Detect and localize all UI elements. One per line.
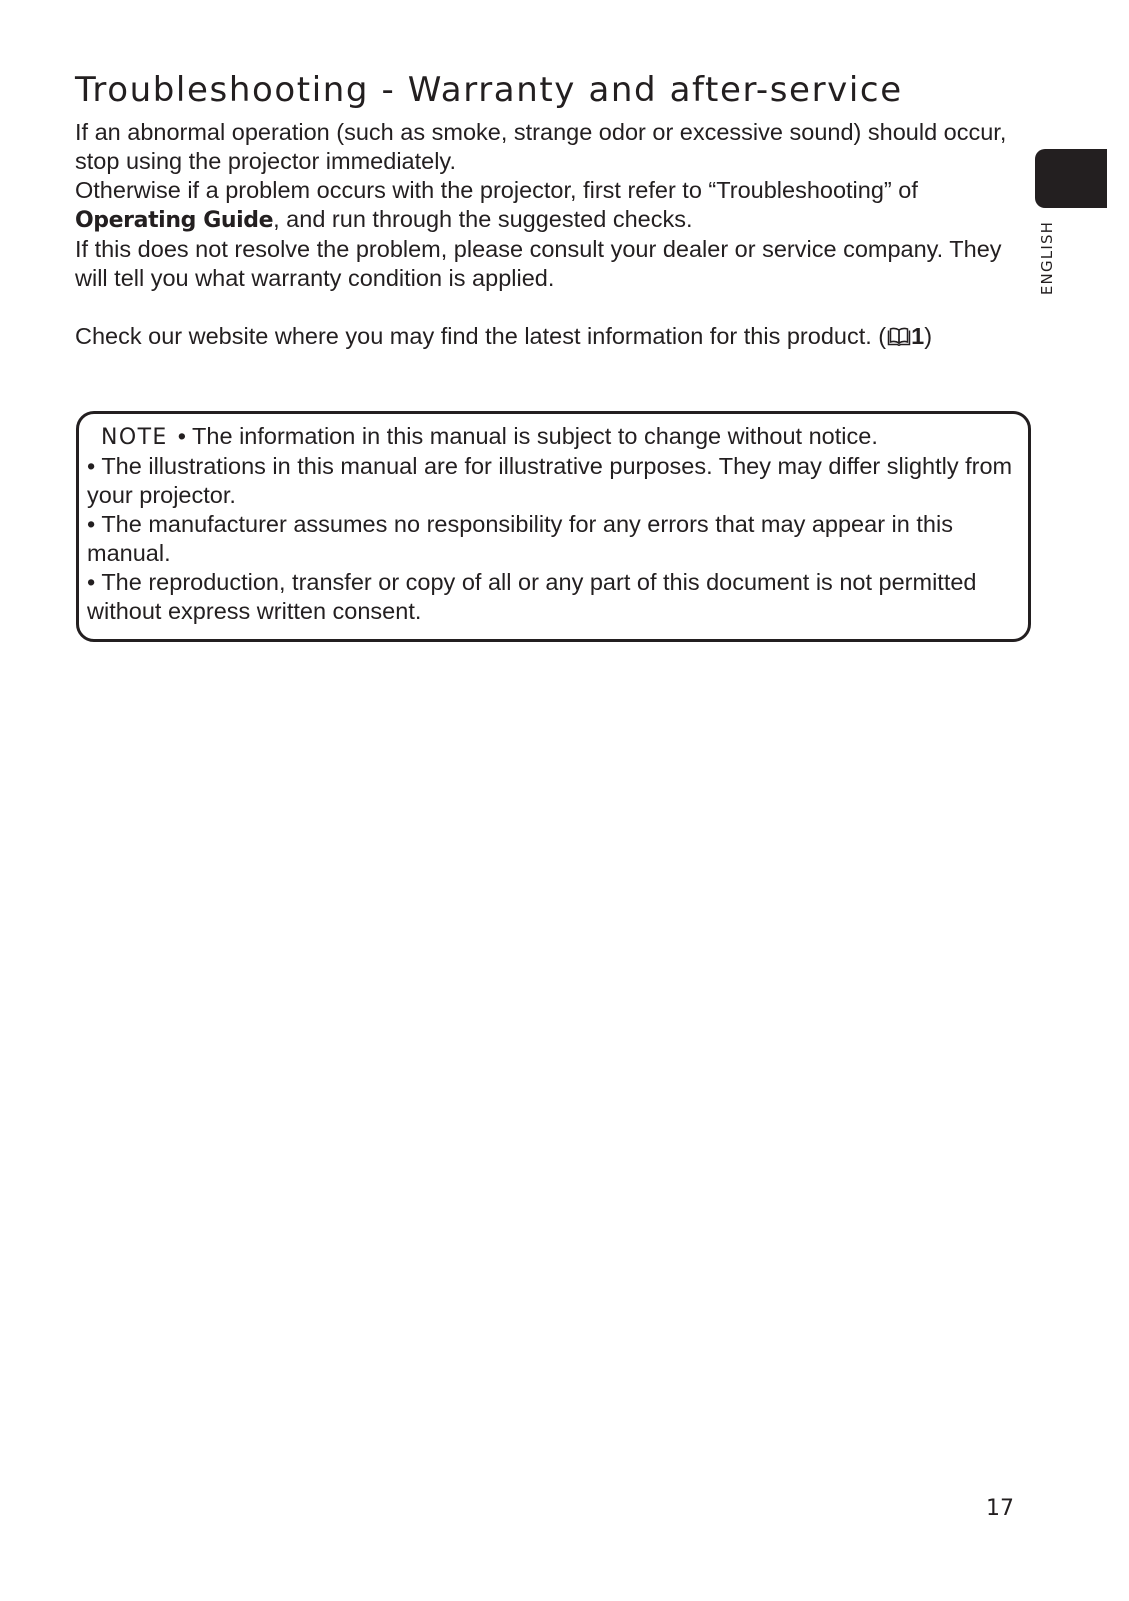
intro-section [75, 118, 1035, 351]
note-item: • The reproduction, transfer or copy of all or any part of this document is not permitted without express written consent. [87, 569, 977, 624]
note-item [87, 422, 1017, 452]
website-reference-number: 1 [911, 323, 925, 349]
intro-refer-text: Otherwise if a problem occurs with the projector, first refer to “Troubleshooting” of [75, 177, 918, 203]
intro-paragraph-consult-dealer: If this does not resolve the problem, please consult your dealer or service company. They will tell you what warranty condition is applied. [75, 236, 1002, 291]
page-title: Troubleshooting - Warranty and after-service [75, 70, 903, 110]
note-item-text: • The information in this manual is subject to change without notice. [177, 423, 878, 449]
language-tab-marker [1035, 149, 1107, 208]
intro-refer-text-end: , and run through the suggested checks. [273, 206, 693, 232]
note-box [76, 411, 1031, 642]
intro-paragraph-abnormal-operation: If an abnormal operation (such as smoke, strange odor or excessive sound) should occur, stop using the projector immediately. [75, 119, 1007, 174]
note-label: NOTE [101, 425, 168, 450]
intro-paragraph-refer-guide [75, 176, 1035, 235]
book-reference-icon [887, 327, 911, 347]
language-tab-label: ENGLISH [1038, 220, 1056, 296]
website-close-paren: ) [924, 323, 933, 349]
website-text: Check our website where you may find the latest information for this product. ( [75, 323, 887, 349]
note-item: • The illustrations in this manual are for illustrative purposes. They may differ slightly from your projector. [87, 453, 1013, 508]
note-item: • The manufacturer assumes no responsibility for any errors that may appear in this manual. [87, 511, 953, 566]
page-number: 17 [986, 1496, 1014, 1521]
operating-guide-term: Operating Guide [75, 208, 274, 233]
paragraph-spacer [75, 293, 1035, 322]
website-paragraph [75, 322, 1035, 351]
